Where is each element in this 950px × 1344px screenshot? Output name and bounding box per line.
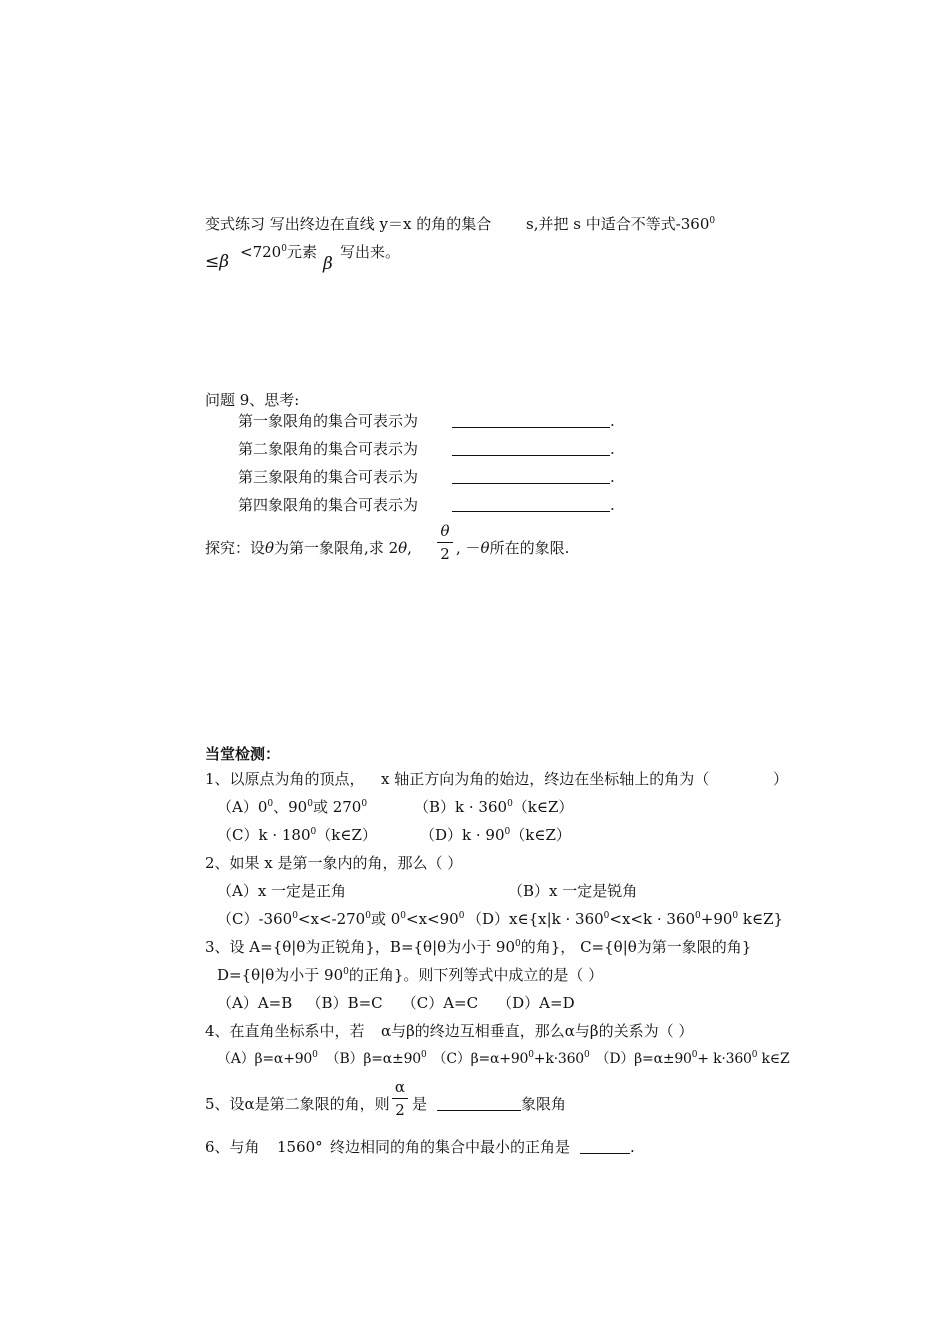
q4-options: $(A)\beta=\alpha+90^0$ $(B)\beta=\alpha\pm 90^0$ $(C)\beta=\alpha+90^0+k\cdot 360^0$ $(D)\beta=\alpha\pm 90^0+ k\cdot 360^0$ k∈Z [217,1050,790,1067]
explore-line: 探究：设θ为第一象限角,求 2θ, [205,539,412,557]
answer-blank[interactable] [452,469,610,484]
explore-line-tail: , －θ所在的象限. [456,539,570,557]
answer-blank[interactable] [452,413,610,428]
q1-stem-a: 1、以原点为角的顶点， [205,770,365,788]
question9-row-4: 第四象限角的集合可表示为 . [238,496,615,514]
test-title: 当堂检测： [205,745,281,763]
q5-stem-a: 5、设α是第二象限的角，则 [205,1095,390,1113]
answer-blank[interactable] [452,497,610,512]
variant-leq-beta: ≤β [205,252,230,272]
q2-option-d: （D）x∈{x|k · $360^0<x<k \cdot 360^0+90^0$ k∈Z} [467,910,784,928]
q4-stem-b: α与β的终边互相垂直，那么α与β的关系为（ ） [381,1022,694,1040]
q6-stem-a: 6、与角 [205,1138,260,1156]
variant-line2-a: $<720^0$元素 [240,243,317,261]
q3-stem-line1: 3、设 A={θ|θ为正锐角}，B={θ|θ为小于 $90^0$的角}， C={θ|θ为第一象限的角} [205,938,752,956]
variant-beta-2: β [323,254,333,274]
variant-line2-d: 写出来。 [340,243,401,261]
q1-option-d: $(D)k \cdot 90^0(k\in Z)$ [420,826,571,844]
q5-alpha-half: α 2 [392,1078,408,1119]
answer-blank[interactable] [452,441,610,456]
q5-stem-b: 是 象限角 [412,1095,567,1113]
answer-blank[interactable] [580,1139,630,1154]
q2-stem: 2、如果 x 是第一象内的角，那么（ ） [205,854,463,872]
q6-stem-b: 1560° [277,1138,323,1156]
variant-line1-a: 变式练习 写出终边在直线 y＝x 的角的集合 [205,215,492,233]
q1-stem-c: ） [773,770,789,788]
question9-title: 问题 9、思考: [205,391,300,409]
question9-row-1: 第一象限角的集合可表示为 . [238,412,615,430]
q4-stem-a: 4、在直角坐标系中，若 [205,1022,365,1040]
q1-stem-b: x 轴正方向为角的始边，终边在坐标轴上的角为（ [381,770,710,788]
q2-option-c: $(C)-360^0<x<-270^0$或 $0^0<x<90^0$ [217,910,465,928]
variant-line1-b: s,并把 s 中适合不等式$-360^0$ [526,215,716,233]
explore-theta-half: θ 2 [437,522,453,563]
question9-row-2: 第二象限角的集合可表示为 . [238,440,615,458]
q3-options: （A）A=B （B）B=C （C）A=C （D）A=D [217,994,575,1012]
q2-option-a: （A）x 一定是正角 [217,882,347,900]
q6-stem-c: 终边相同的角的集合中最小的正角是 [330,1138,571,1156]
q3-stem-line2: D={θ|θ为小于 $90^0$的正角}。则下列等式中成立的是（ ） [217,966,604,984]
answer-blank[interactable] [437,1096,521,1111]
question9-row-3: 第三象限角的集合可表示为 . [238,468,615,486]
q1-option-a: $(A)0^0$、$90^0$或 $270^0$ [217,798,368,816]
q1-option-c: $(C)k \cdot 180^0(k\in Z)$ [217,826,377,844]
q2-option-b: （B）x 一定是锐角 [508,882,638,900]
q1-option-b: $(B)k \cdot 360^0(k\in Z)$ [414,798,574,816]
q6-stem-d: . [580,1137,635,1157]
